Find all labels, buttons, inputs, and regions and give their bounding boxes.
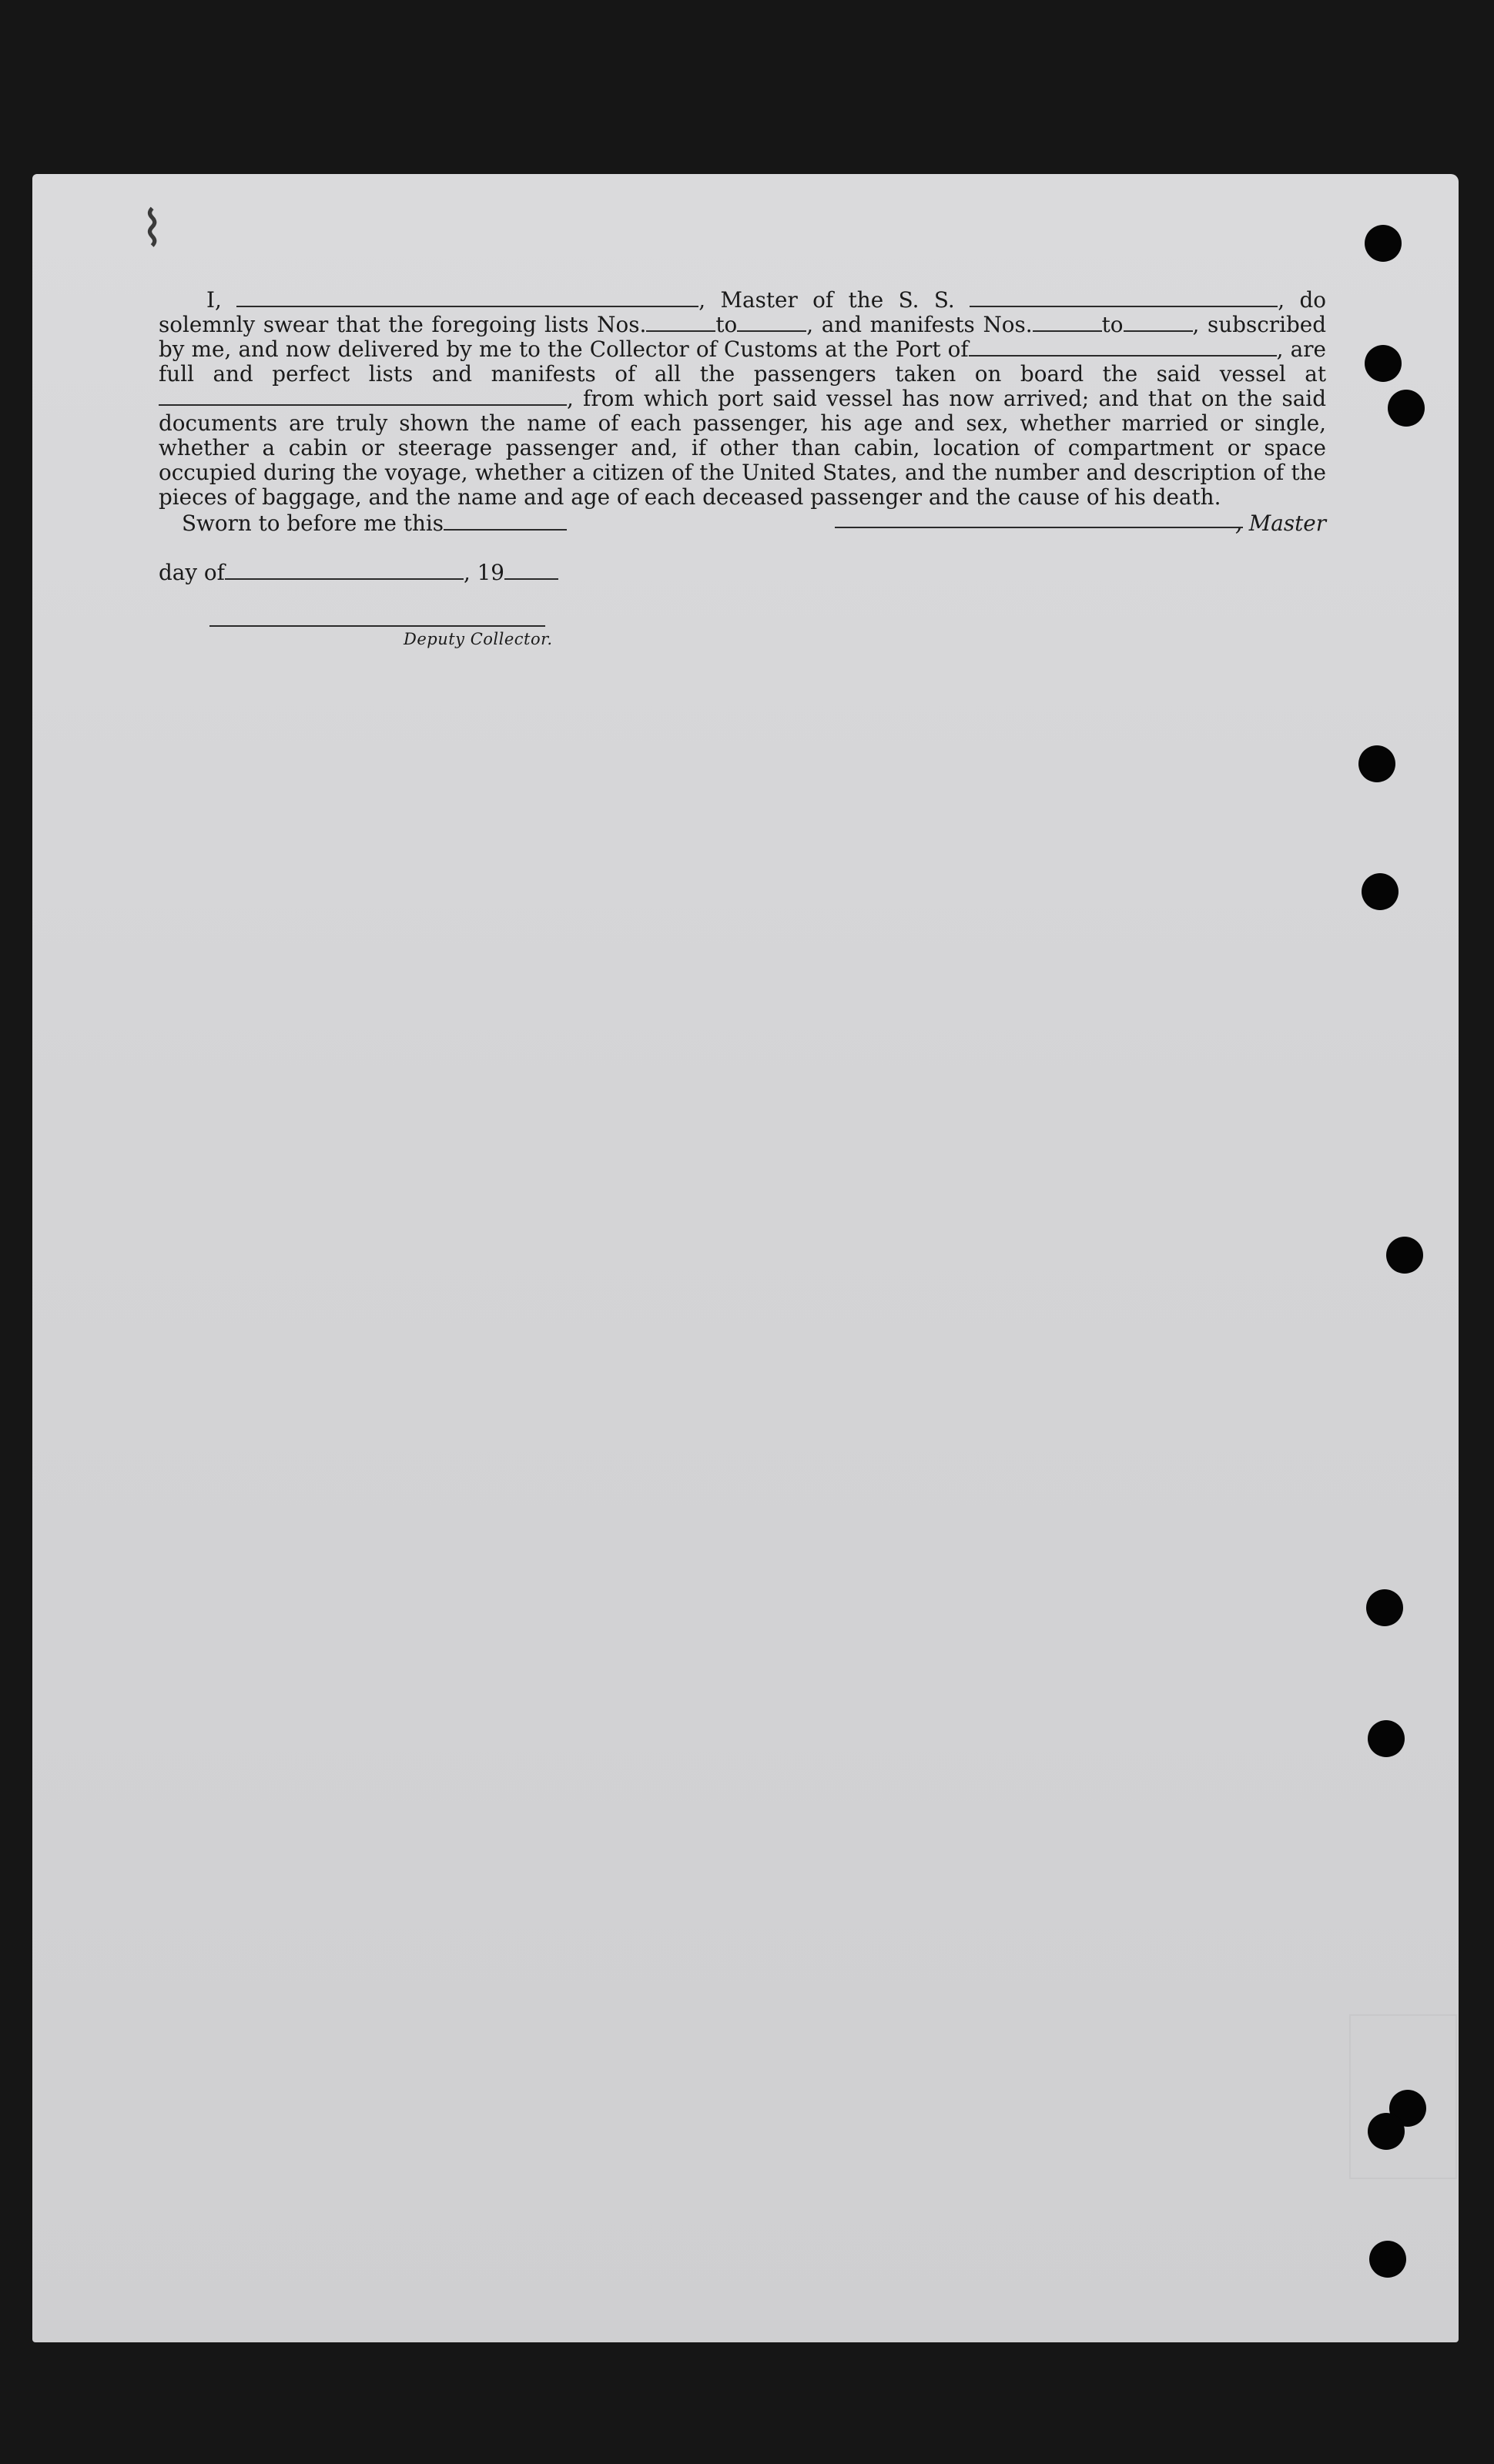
punch-hole bbox=[1386, 1237, 1423, 1274]
vessel-name-field[interactable] bbox=[970, 290, 1278, 307]
oath-body: port said vessel has now arrived; and that on the said documents are truly shown the name of each passenger, his age and sex, whether married or single, whether a cabin or steerage passenger and, if other than cabin, location of compartment or space occupied during the voyage, whether a citizen of the United States, and the number and description of the pieces of baggage, and the name and age of each deceased passenger and the cause of his death. bbox=[159, 386, 1326, 510]
sworn-day-field[interactable] bbox=[444, 514, 567, 531]
from-which-label: , from which bbox=[567, 386, 708, 411]
manifests-label: manifests of all the passengers taken on board the said vessel at bbox=[491, 361, 1326, 387]
to-label-1: to bbox=[715, 312, 738, 337]
embarkation-port-field[interactable] bbox=[159, 389, 567, 406]
deputy-signature-line[interactable] bbox=[209, 625, 545, 627]
month-field[interactable] bbox=[225, 563, 464, 580]
list-to-field[interactable] bbox=[737, 315, 806, 332]
year-field[interactable] bbox=[504, 563, 558, 580]
manifests-nos-label: , and manifests Nos. bbox=[806, 312, 1033, 337]
punch-hole bbox=[1388, 390, 1425, 427]
oath-paragraph bbox=[159, 288, 1326, 510]
punch-hole bbox=[1366, 1589, 1403, 1626]
sworn-label: Sworn to before me this bbox=[182, 511, 444, 536]
punch-hole bbox=[1369, 2241, 1406, 2278]
deputy-collector-label: Deputy Collector. bbox=[404, 630, 553, 648]
sworn-line bbox=[159, 511, 1326, 536]
list-from-field[interactable] bbox=[646, 315, 715, 332]
port-field[interactable] bbox=[969, 340, 1277, 357]
punch-hole bbox=[1362, 873, 1399, 910]
day-of-line bbox=[159, 561, 1326, 585]
manifest-to-field[interactable] bbox=[1124, 315, 1193, 332]
delivered-label: delivered by me to the Collector of Customs at the Port of bbox=[337, 336, 969, 362]
master-label: , Master bbox=[1235, 511, 1326, 536]
master-name-field[interactable] bbox=[236, 290, 698, 307]
do-solemnly-label: , do solemnly bbox=[159, 287, 1327, 337]
to-label-2: to bbox=[1101, 312, 1124, 337]
opening-i: I, bbox=[206, 287, 222, 313]
manifest-from-field[interactable] bbox=[1033, 315, 1102, 332]
corner-pencil-mark: ⌇ bbox=[140, 201, 165, 258]
subscribed-label: , subscribed by me, and now bbox=[159, 312, 1327, 362]
punch-hole bbox=[1368, 1720, 1405, 1757]
punch-hole bbox=[1365, 345, 1402, 382]
year-prefix-label: , 19 bbox=[463, 560, 504, 585]
swear-label: swear that the foregoing lists Nos. bbox=[263, 312, 647, 337]
day-of-label: day of bbox=[159, 560, 225, 585]
master-of-ss-label: , Master of the S. S. bbox=[698, 287, 955, 313]
are-full-label: , are full and perfect lists and bbox=[159, 336, 1326, 387]
master-signature-field[interactable] bbox=[835, 511, 1243, 528]
punch-hole bbox=[1368, 2113, 1405, 2150]
punch-hole bbox=[1358, 745, 1395, 782]
punch-hole bbox=[1365, 225, 1402, 262]
